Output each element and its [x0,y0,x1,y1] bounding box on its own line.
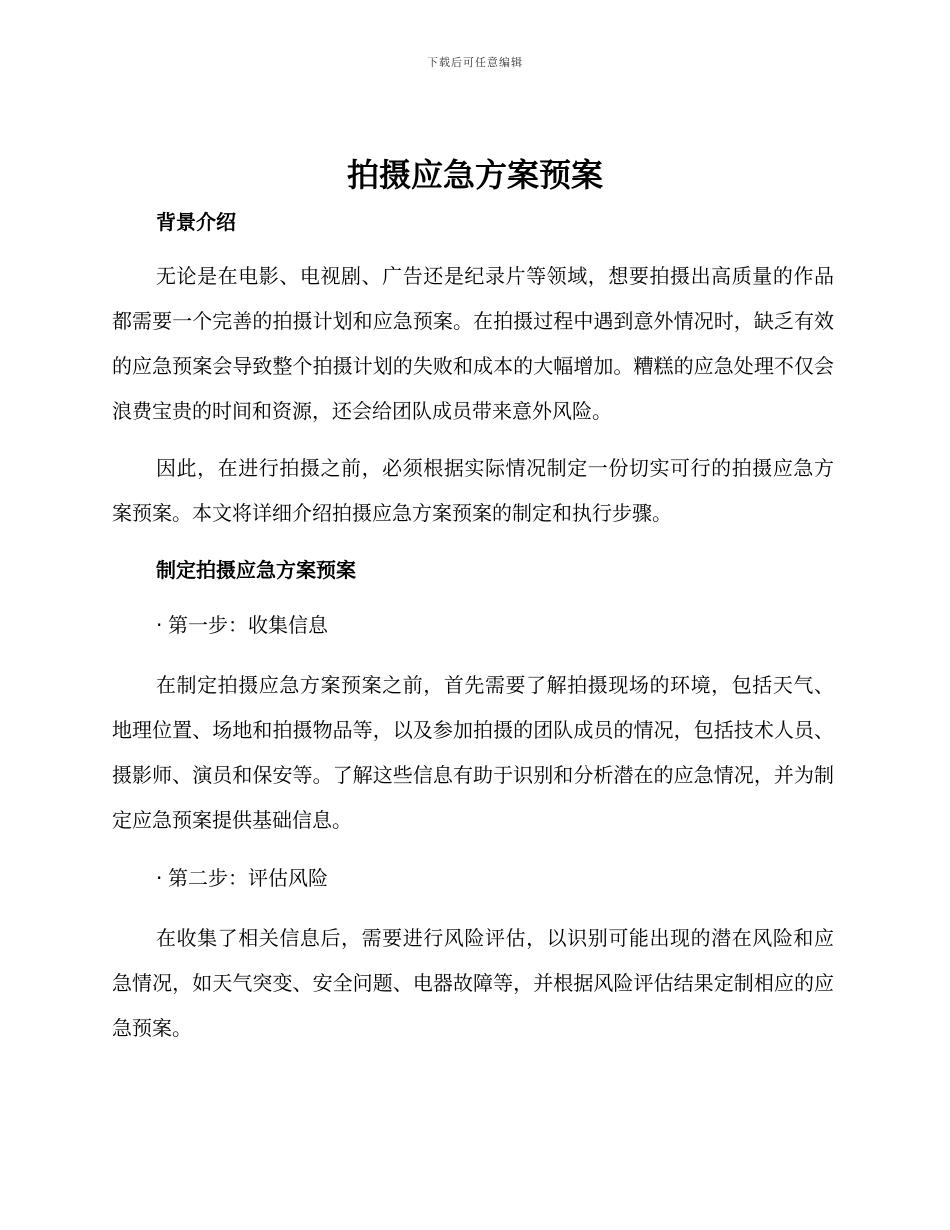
section-heading-background: 背景介绍 [156,210,236,234]
paragraph-step-1: 在制定拍摄应急方案预案之前，首先需要了解拍摄现场的环境，包括天气、地理位置、场地和拍摄物品等，以及参加拍摄的团队成员的情况，包括技术人员、摄影师、演员和保安等。了解这些信息有助于识别和分析潜在的应急情况，并为制定应急预案提供基础信息。 [112,673,834,832]
step-2-label: 第二步：评估风险 [168,866,328,890]
document-body [112,204,834,1051]
step-1-item [112,607,834,643]
bullet-icon: · [156,866,163,890]
bullet-icon: · [156,613,163,637]
paragraph-background-2: 因此，在进行拍摄之前，必须根据实际情况制定一份切实可行的拍摄应急方案预案。本文将详细介绍拍摄应急方案预案的制定和执行步骤。 [112,456,834,525]
header-note: 下载后可任意编辑 [427,56,523,69]
paragraph-step-2: 在收集了相关信息后，需要进行风险评估，以识别可能出现的潜在风险和应急情况，如天气突变、安全问题、电器故障等，并根据风险评估结果定制相应的应急预案。 [112,926,834,1040]
paragraph-background-1: 无论是在电影、电视剧、广告还是纪录片等领域，想要拍摄出高质量的作品都需要一个完善的拍摄计划和应急预案。在拍摄过程中遇到意外情况时，缺乏有效的应急预案会导致整个拍摄计划的失败和成本的大幅增加。糟糕的应急处理不仅会浪费宝贵的时间和资源，还会给团队成员带来意外风险。 [112,264,834,423]
step-2-item [112,860,834,896]
step-1-label: 第一步：收集信息 [168,613,328,637]
section-heading-plan: 制定拍摄应急方案预案 [156,558,356,582]
document-title: 拍摄应急方案预案 [346,156,603,194]
